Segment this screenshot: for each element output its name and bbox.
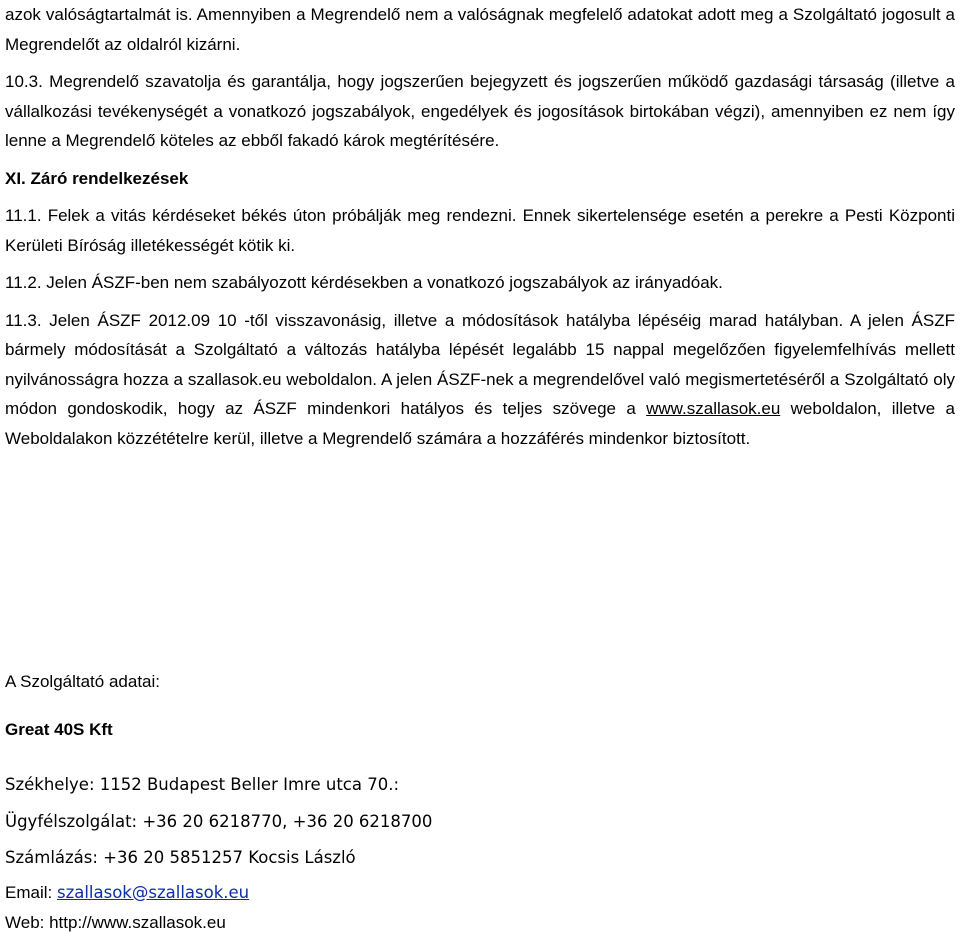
provider-label: A Szolgáltató adatai: [5, 672, 161, 691]
section-11-3-text-after-link: weboldalon, illetve a Weboldalakon közzétételre kerül, illetve a Megrendelő számára a hozzáférés mindenkor biztosított. [5, 399, 955, 448]
provider-info [5, 667, 955, 938]
section-10-3-paragraph: 10.3. Megrendelő szavatolja és garantálja, hogy jogszerűen bejegyzett és jogszerűen működő gazdasági társaság (illetve a vállalkozási tevékenységét a vonatkozó jogszabályok, engedélyek és jogosítások birtokában végzi), amennyiben ez nem így lenne a Megrendelő köteles az ebből fakadó károk megtérítésére. [5, 72, 955, 150]
section-11-3-text-before-link: 11.3. Jelen ÁSZF 2012.09 10 -től visszavonásig, illetve a módosítások hatályba lépéséig marad hatályban. A jelen ÁSZF bármely módosítását a Szolgáltató a változás hatályba lépését legalább 15 nappal megelőzően figyelemfelhívás mellett nyilvánosságra hozza a szallasok.eu weboldalon. A jelen ÁSZF-nek a megrendelővel való megismertetéséről a Szolgáltató oly módon gondoskodik, hogy az ÁSZF mindenkori hatályos és teljes szövege a [5, 310, 955, 418]
email-link[interactable]: szallasok@szallasok.eu [56, 882, 250, 902]
section-11-1-paragraph: 11.1. Felek a vitás kérdéseket békés úton próbálják meg rendezni. Ennek sikertelensége esetén a perekre a Pesti Központi Kerületi Bíróság illetékességét kötik ki. [5, 206, 955, 255]
section-11-3-paragraph [5, 306, 955, 454]
section-xi-heading: XI. Záró rendelkezések [5, 168, 189, 188]
customer-service-phones: Ügyfélszolgálat: +36 20 6218770, +36 20 6218700 [5, 811, 433, 831]
email-line [5, 878, 955, 908]
document-body [5, 0, 955, 453]
website-link[interactable]: www.szallasok.eu [646, 399, 781, 418]
intro-paragraph: azok valóságtartalmát is. Amennyiben a Megrendelő nem a valóságnak megfelelő adatokat adott meg a Szolgáltató jogosult a Megrendelőt az oldalról kizárni. [5, 5, 955, 54]
email-label: Email: [5, 882, 57, 902]
billing-contact: Számlázás: +36 20 5851257 Kocsis László [5, 848, 356, 867]
web-line: Web: http://www.szallasok.eu [5, 913, 226, 932]
company-name: Great 40S Kft [5, 719, 113, 739]
section-11-2-paragraph: 11.2. Jelen ÁSZF-ben nem szabályozott kérdésekben a vonatkozó jogszabályok az irányadóak. [5, 273, 723, 292]
seat-address: Székhelye: 1152 Budapest Beller Imre utca 70.: [5, 775, 400, 794]
